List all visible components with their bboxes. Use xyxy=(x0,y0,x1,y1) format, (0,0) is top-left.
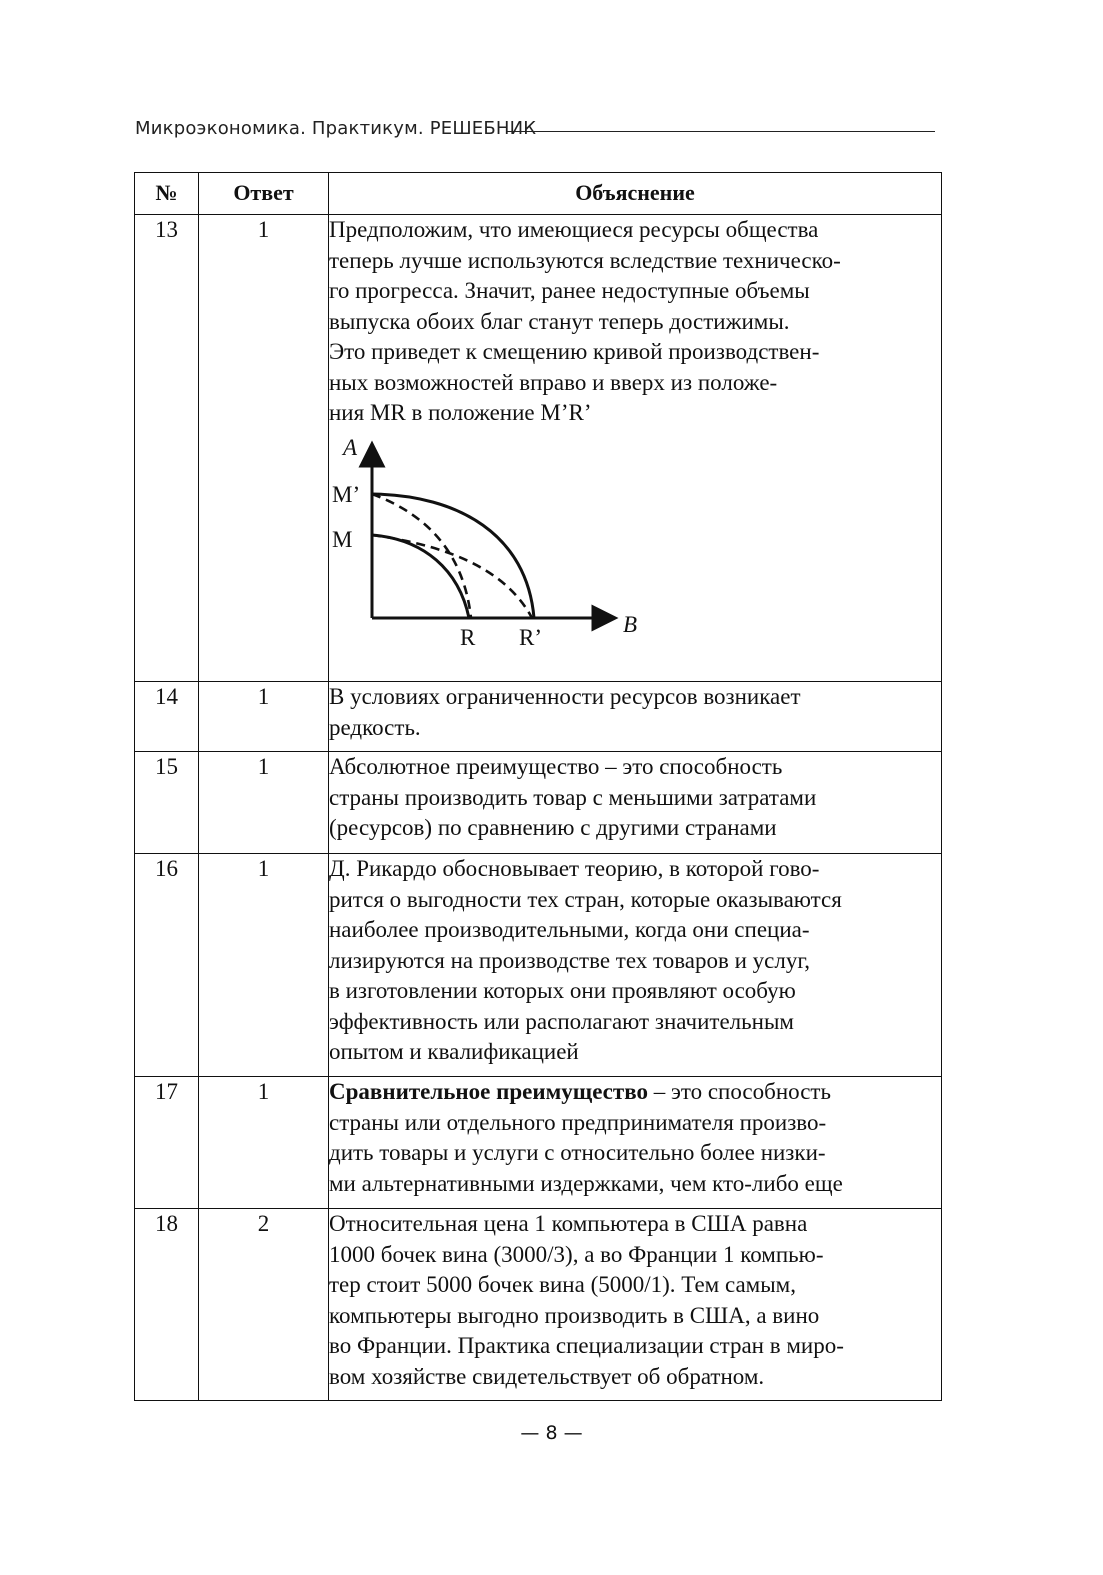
explanation-line: Относительная цена 1 компьютера в США равна xyxy=(329,1211,808,1236)
row-answer: 2 xyxy=(199,1209,329,1401)
table-row xyxy=(135,682,942,752)
term-definition-start: – это способность xyxy=(647,1079,831,1104)
table-row xyxy=(135,752,942,854)
row-number: 15 xyxy=(135,752,199,854)
table-row xyxy=(135,854,942,1077)
explanation-line: страны производить товар с меньшими затратами xyxy=(329,784,817,810)
explanation-line: страны или отдельного предпринимателя произво- xyxy=(329,1109,827,1135)
explanation-line: ми альтернативными издержками, чем кто-либо еще xyxy=(329,1170,843,1196)
explanation-line: наиболее производительными, когда они специа- xyxy=(329,917,810,942)
explanation-line: выпуска обоих благ станут теперь достижимы. xyxy=(329,308,790,334)
column-header-num: № xyxy=(135,173,199,215)
explanation-line: Абсолютное преимущество – это способность xyxy=(329,754,783,779)
running-header xyxy=(135,118,935,148)
curve-m-prime-r-prime xyxy=(372,494,534,618)
curve-mr xyxy=(372,535,469,618)
row-explanation xyxy=(329,1209,942,1401)
term-comparative-advantage: Сравнительное преимущество xyxy=(329,1079,648,1104)
explanation-line: 1000 бочек вина (3000/3), а во Франции 1 компью- xyxy=(329,1241,824,1267)
explanation-line: опытом и квалификацией xyxy=(329,1039,579,1064)
explanation-line: лизируются на производстве тех товаров и услуг, xyxy=(329,947,810,973)
explanation-line: тер стоит 5000 бочек вина (5000/1). Тем самым, xyxy=(329,1272,796,1297)
explanation-line xyxy=(329,1077,941,1108)
row-explanation xyxy=(329,1077,942,1209)
explanation-line: теперь лучше используются вследствие техническо- xyxy=(329,247,841,273)
explanation-line: эффективность или располагают значительным xyxy=(329,1008,794,1034)
row-explanation xyxy=(329,854,942,1077)
row-number: 13 xyxy=(135,215,199,682)
explanation-line: го прогресса. Значит, ранее недоступные объемы xyxy=(329,278,810,303)
explanation-line: во Франции. Практика специализации стран в миро- xyxy=(329,1333,844,1358)
table-row xyxy=(135,1077,942,1209)
table-row xyxy=(135,215,942,682)
row-answer: 1 xyxy=(199,752,329,854)
row-explanation xyxy=(329,215,942,682)
explanation-line: в изготовлении которых они проявляют особую xyxy=(329,978,796,1003)
row-number: 16 xyxy=(135,854,199,1077)
explanation-line: ных возможностей вправо и вверх из положе- xyxy=(329,369,778,395)
explanation-line: дить товары и услуги с относительно более низки- xyxy=(329,1140,826,1165)
row-number: 17 xyxy=(135,1077,199,1209)
y-axis-label: A xyxy=(343,434,358,460)
row-answer: 1 xyxy=(199,1077,329,1209)
label-m-prime: M’ xyxy=(332,481,361,507)
explanation-line: Это приведет к смещению кривой производствен- xyxy=(329,339,820,364)
answers-table xyxy=(134,172,942,1401)
ppf-graph xyxy=(329,435,941,672)
explanation-line: В условиях ограниченности ресурсов возникает xyxy=(329,684,801,709)
dashed-curve-m-prime-r xyxy=(372,494,471,618)
explanation-line: (ресурсов) по сравнению с другими странами xyxy=(329,815,777,840)
row-answer: 1 xyxy=(199,215,329,682)
column-header-answer: Ответ xyxy=(199,173,329,215)
label-m: M xyxy=(332,526,353,552)
table-header-row xyxy=(135,173,942,215)
column-header-explanation: Объяснение xyxy=(329,173,942,215)
row-answer: 1 xyxy=(199,854,329,1077)
row-explanation xyxy=(329,682,942,752)
label-r: R xyxy=(460,624,476,650)
book-title: Микроэкономика. Практикум. РЕШЕБНИК xyxy=(135,118,537,139)
page-number: — 8 — xyxy=(520,1422,583,1444)
row-answer: 1 xyxy=(199,682,329,752)
ppf-graph-svg xyxy=(329,435,659,663)
explanation-line: компьютеры выгодно производить в США, а вино xyxy=(329,1302,820,1328)
x-axis-label: B xyxy=(623,611,638,637)
row-number: 14 xyxy=(135,682,199,752)
explanation-line: вом хозяйстве свидетельствует об обратном. xyxy=(329,1363,765,1389)
explanation-line: Предположим, что имеющиеся ресурсы общества xyxy=(329,217,819,242)
row-explanation xyxy=(329,752,942,854)
label-r-prime: R’ xyxy=(519,624,542,650)
explanation-line: редкость. xyxy=(329,714,421,740)
header-rule xyxy=(507,131,935,132)
table-row xyxy=(135,1209,942,1401)
explanation-line: рится о выгодности тех стран, которые оказываются xyxy=(329,886,842,912)
row-number: 18 xyxy=(135,1209,199,1401)
explanation-line: Д. Рикардо обосновывает теорию, в которой гово- xyxy=(329,856,820,881)
explanation-line: ния MR в положение M’R’ xyxy=(329,400,592,425)
